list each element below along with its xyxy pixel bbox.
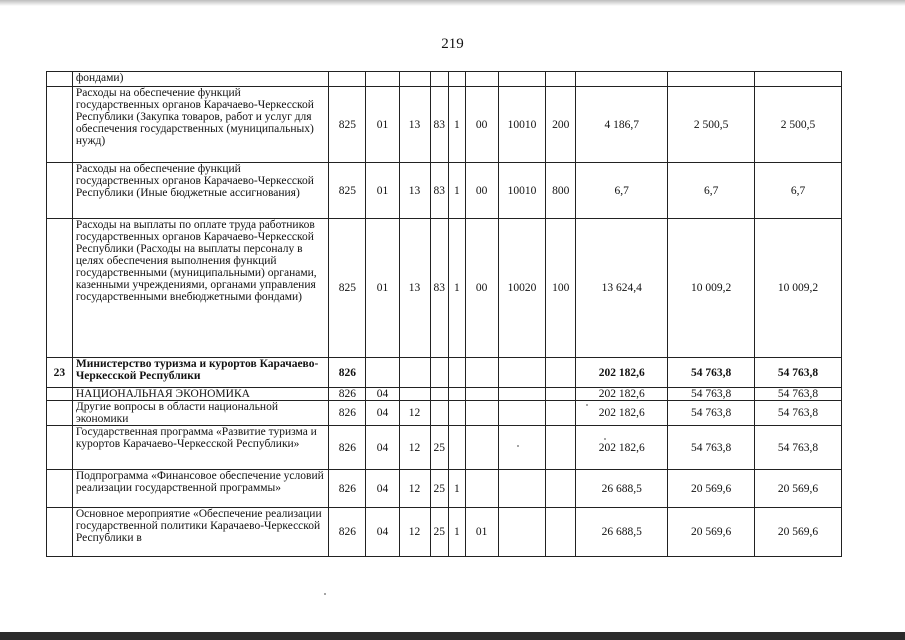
row-index-cell (47, 72, 73, 87)
code-subsection-cell: 12 (399, 426, 430, 470)
code-program-cell: 25 (430, 470, 449, 508)
amount-year-1-cell: 202 182,6 (576, 401, 668, 426)
code-subsection-cell: 13 (399, 219, 430, 358)
code-section-cell: 04 (366, 508, 399, 557)
amount-year-3-cell (755, 72, 842, 87)
code-gad-cell: 826 (329, 426, 366, 470)
table-row (47, 426, 842, 470)
amount-year-2-cell: 10 009,2 (668, 219, 755, 358)
code-event-cell: 00 (465, 163, 498, 219)
amount-year-2-cell: 6,7 (668, 163, 755, 219)
code-gad-cell: 825 (329, 87, 366, 163)
code-direction-cell (498, 388, 546, 401)
code-gad-cell: 826 (329, 358, 366, 388)
code-subsection-cell (399, 358, 430, 388)
code-subprogram-cell (449, 426, 466, 470)
code-subprogram-cell (449, 358, 466, 388)
code-event-cell (465, 470, 498, 508)
amount-year-3-cell: 54 763,8 (755, 401, 842, 426)
budget-table (46, 71, 842, 557)
code-program-cell: 25 (430, 508, 449, 557)
code-program-cell (430, 358, 449, 388)
code-section-cell (366, 72, 399, 87)
page-number: 219 (441, 36, 464, 52)
row-name-cell: НАЦИОНАЛЬНАЯ ЭКОНОМИКА (72, 388, 328, 401)
code-section-cell: 04 (366, 388, 399, 401)
code-program-cell (430, 388, 449, 401)
row-index-cell (47, 219, 73, 358)
scan-speck (586, 404, 588, 406)
code-program-cell (430, 72, 449, 87)
row-index-cell (47, 470, 73, 508)
code-subsection-cell: 12 (399, 508, 430, 557)
scan-speck (604, 438, 606, 440)
code-program-cell (430, 401, 449, 426)
code-subsection-cell: 13 (399, 163, 430, 219)
code-subprogram-cell (449, 72, 466, 87)
code-expense-type-cell (546, 470, 576, 508)
amount-year-1-cell: 26 688,5 (576, 470, 668, 508)
amount-year-3-cell: 20 569,6 (755, 470, 842, 508)
row-index-cell (47, 508, 73, 557)
code-program-cell: 25 (430, 426, 449, 470)
code-expense-type-cell (546, 508, 576, 557)
row-index-cell (47, 388, 73, 401)
row-index-cell (47, 426, 73, 470)
table-body (47, 72, 842, 557)
code-event-cell: 01 (465, 508, 498, 557)
scan-bottom-edge (0, 632, 905, 640)
row-name-cell: фондами) (72, 72, 328, 87)
table-row (47, 388, 842, 401)
code-subsection-cell: 13 (399, 87, 430, 163)
code-subprogram-cell: 1 (449, 219, 466, 358)
amount-year-1-cell: 13 624,4 (576, 219, 668, 358)
row-name-cell: Министерство туризма и курортов Карачаево-Черкесской Республики (72, 358, 328, 388)
code-section-cell (366, 358, 399, 388)
row-name-cell: Другие вопросы в области национальной экономики (72, 401, 328, 426)
row-index-cell (47, 87, 73, 163)
scan-top-edge (0, 0, 905, 6)
amount-year-3-cell: 2 500,5 (755, 87, 842, 163)
code-section-cell: 04 (366, 426, 399, 470)
amount-year-2-cell: 20 569,6 (668, 470, 755, 508)
code-direction-cell: 10010 (498, 163, 546, 219)
table-row (47, 508, 842, 557)
code-expense-type-cell (546, 388, 576, 401)
code-gad-cell: 825 (329, 219, 366, 358)
code-gad-cell: 825 (329, 163, 366, 219)
code-subprogram-cell (449, 401, 466, 426)
amount-year-1-cell: 202 182,6 (576, 358, 668, 388)
row-index-cell (47, 401, 73, 426)
code-subprogram-cell (449, 388, 466, 401)
amount-year-3-cell: 54 763,8 (755, 388, 842, 401)
amount-year-1-cell: 4 186,7 (576, 87, 668, 163)
table-row (47, 358, 842, 388)
code-event-cell (465, 426, 498, 470)
amount-year-2-cell: 54 763,8 (668, 426, 755, 470)
code-expense-type-cell: 800 (546, 163, 576, 219)
code-gad-cell (329, 72, 366, 87)
code-direction-cell (498, 72, 546, 87)
amount-year-2-cell: 54 763,8 (668, 358, 755, 388)
amount-year-3-cell: 54 763,8 (755, 358, 842, 388)
table-row (47, 470, 842, 508)
table-row (47, 87, 842, 163)
row-name-cell: Расходы на обеспечение функций государственных органов Карачаево-Черкесской Республики (Иные бюджетные ассигнования) (72, 163, 328, 219)
code-section-cell: 04 (366, 401, 399, 426)
code-expense-type-cell: 200 (546, 87, 576, 163)
code-expense-type-cell (546, 358, 576, 388)
amount-year-2-cell: 54 763,8 (668, 388, 755, 401)
table-row (47, 219, 842, 358)
code-event-cell (465, 358, 498, 388)
row-name-cell: Государственная программа «Развитие туризма и курортов Карачаево-Черкесской Республики» (72, 426, 328, 470)
scan-speck (517, 445, 519, 447)
code-gad-cell: 826 (329, 388, 366, 401)
code-event-cell (465, 388, 498, 401)
code-expense-type-cell (546, 401, 576, 426)
code-program-cell: 83 (430, 87, 449, 163)
code-program-cell: 83 (430, 219, 449, 358)
code-subprogram-cell: 1 (449, 87, 466, 163)
code-subsection-cell: 12 (399, 470, 430, 508)
row-name-cell: Основное мероприятие «Обеспечение реализации государственной политики Карачаево-Черкесской Республики в (72, 508, 328, 557)
code-direction-cell (498, 426, 546, 470)
code-expense-type-cell (546, 72, 576, 87)
scan-speck (324, 593, 326, 595)
code-direction-cell: 10020 (498, 219, 546, 358)
code-subsection-cell: 12 (399, 401, 430, 426)
amount-year-1-cell: 26 688,5 (576, 508, 668, 557)
row-index-cell: 23 (47, 358, 73, 388)
code-subsection-cell (399, 388, 430, 401)
code-direction-cell: 10010 (498, 87, 546, 163)
code-event-cell: 00 (465, 87, 498, 163)
code-expense-type-cell (546, 426, 576, 470)
code-direction-cell (498, 508, 546, 557)
code-section-cell: 01 (366, 163, 399, 219)
code-gad-cell: 826 (329, 508, 366, 557)
row-name-cell: Расходы на обеспечение функций государственных органов Карачаево-Черкесской Республики (Закупка товаров, работ и услуг для обеспечения государственных (муниципальных) нужд) (72, 87, 328, 163)
amount-year-2-cell (668, 72, 755, 87)
code-section-cell: 01 (366, 87, 399, 163)
code-section-cell: 01 (366, 219, 399, 358)
code-gad-cell: 826 (329, 401, 366, 426)
table-row (47, 72, 842, 87)
code-direction-cell (498, 358, 546, 388)
code-subprogram-cell: 1 (449, 508, 466, 557)
amount-year-2-cell: 2 500,5 (668, 87, 755, 163)
amount-year-1-cell: 202 182,6 (576, 388, 668, 401)
code-event-cell (465, 401, 498, 426)
amount-year-2-cell: 54 763,8 (668, 401, 755, 426)
amount-year-2-cell: 20 569,6 (668, 508, 755, 557)
code-subprogram-cell: 1 (449, 163, 466, 219)
code-subprogram-cell: 1 (449, 470, 466, 508)
table-row (47, 163, 842, 219)
code-gad-cell: 826 (329, 470, 366, 508)
code-event-cell: 00 (465, 219, 498, 358)
code-section-cell: 04 (366, 470, 399, 508)
code-direction-cell (498, 470, 546, 508)
amount-year-3-cell: 6,7 (755, 163, 842, 219)
amount-year-1-cell: 202 182,6 (576, 426, 668, 470)
amount-year-3-cell: 54 763,8 (755, 426, 842, 470)
amount-year-1-cell: 6,7 (576, 163, 668, 219)
amount-year-1-cell (576, 72, 668, 87)
code-program-cell: 83 (430, 163, 449, 219)
code-subsection-cell (399, 72, 430, 87)
row-name-cell: Подпрограмма «Финансовое обеспечение условий реализации государственной программы» (72, 470, 328, 508)
code-direction-cell (498, 401, 546, 426)
amount-year-3-cell: 10 009,2 (755, 219, 842, 358)
code-event-cell (465, 72, 498, 87)
row-name-cell: Расходы на выплаты по оплате труда работников государственных органов Карачаево-Черкесской Республики (Расходы на выплаты персоналу в целях обеспечения выполнения функций государственными (муниципальными) органами, казенными учреждениями, органами управления государственными внебюджетными фондами) (72, 219, 328, 358)
code-expense-type-cell: 100 (546, 219, 576, 358)
row-index-cell (47, 163, 73, 219)
table-row (47, 401, 842, 426)
amount-year-3-cell: 20 569,6 (755, 508, 842, 557)
